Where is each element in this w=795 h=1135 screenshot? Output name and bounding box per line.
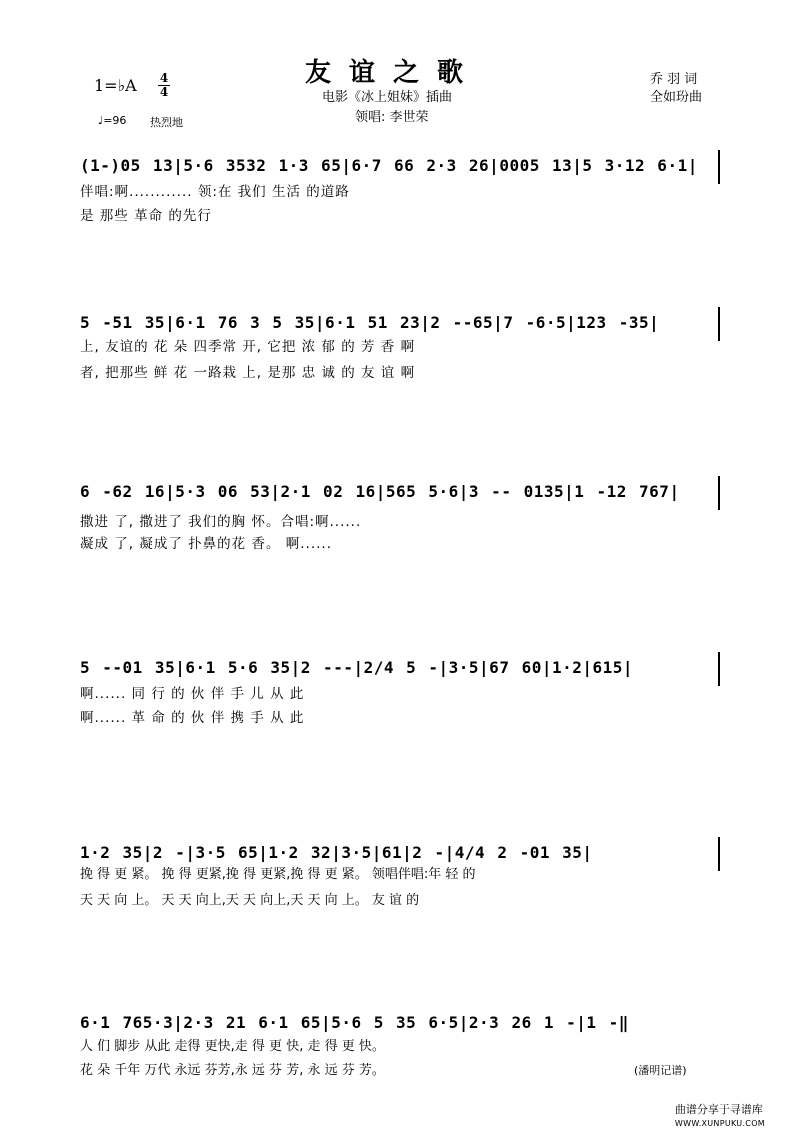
tempo-marking: ♩=96	[98, 114, 127, 127]
lyric-verse-1: 挽 得 更 紧。 挽 得 更紧,挽 得 更紧,挽 得 更 紧。 领唱伴唱:年 轻 的	[80, 867, 476, 882]
lead-singer: 领唱: 李世荣	[355, 110, 429, 125]
lyric-verse-2: 天 天 向 上。 天 天 向上,天 天 向上,天 天 向 上。 友 谊 的	[80, 893, 420, 908]
score-system-4	[80, 650, 720, 726]
score-system-2	[80, 305, 720, 381]
composer-credit: 全如玢曲	[650, 90, 703, 105]
notation-line: 6·1 765·3|2·3 21 6·1 65|5·6 5 35 6·5|2·3 26 1 -|1 -‖	[80, 1013, 629, 1032]
barline	[718, 652, 720, 686]
score-system-3	[80, 474, 720, 552]
song-subtitle: 电影《冰上姐妹》插曲	[322, 90, 453, 105]
barline	[718, 307, 720, 341]
time-sig-bottom: 4	[159, 85, 169, 99]
score-system-1	[80, 148, 720, 224]
lyric-verse-1: 上, 友谊的 花 朵 四季常 开, 它把 浓 郁 的 芳 香 啊	[80, 339, 416, 355]
notation-line: 6 -62 16|5·3 06 53|2·1 02 16|565 5·6|3 -- 0135|1 -12 767|	[80, 482, 680, 501]
lyric-verse-2: 啊...... 革 命 的 伙 伴 携 手 从 此	[80, 710, 305, 726]
site-name: 曲谱分享于寻谱库	[674, 1103, 763, 1116]
song-title: 友谊之歌	[305, 58, 482, 88]
barline	[718, 476, 720, 510]
notation-line: 1·2 35|2 -|3·5 65|1·2 32|3·5|61|2 -|4/4 2 -01 35|	[80, 843, 593, 862]
notation-line: 5 --01 35|6·1 5·6 35|2 ---|2/4 5 -|3·5|67 60|1·2|615|	[80, 658, 634, 677]
lyric-verse-1: 撒进 了, 撒进了 我们的胸 怀。合唱:啊......	[80, 514, 362, 530]
notation-line: 5 -51 35|6·1 76 3 5 35|6·1 51 23|2 --65|7 -6·5|123 -35|	[80, 313, 660, 332]
key-signature: 1=♭A	[94, 76, 137, 95]
style-marking: 热烈地	[150, 116, 183, 129]
lyric-verse-1: 伴唱:啊............ 领:在 我们 生活 的道路	[80, 184, 350, 200]
time-signature	[158, 72, 170, 99]
lyric-verse-2: 花 朵 千年 万代 永远 芬芳,永 远 芬 芳, 永 远 芬 芳。	[80, 1063, 385, 1078]
score-system-5	[80, 835, 720, 908]
site-watermark	[675, 1103, 765, 1131]
transcriber-credit: (潘明记谱)	[634, 1064, 687, 1077]
lyric-verse-1: 人 们 脚步 从此 走得 更快,走 得 更 快, 走 得 更 快。	[80, 1039, 385, 1054]
time-sig-top: 4	[159, 71, 169, 85]
barline	[718, 837, 720, 871]
lyric-verse-1: 啊...... 同 行 的 伙 伴 手 儿 从 此	[80, 686, 305, 702]
lyric-verse-2: 是 那些 革命 的先行	[80, 208, 212, 224]
notation-line: (1-)05 13|5·6 3532 1·3 65|6·7 66 2·3 26|0005 13|5 3·12 6·1|	[80, 156, 698, 175]
lyric-verse-2: 者, 把那些 鲜 花 一路栽 上, 是那 忠 诚 的 友 谊 啊	[80, 365, 416, 381]
barline	[718, 150, 720, 184]
lyric-verse-2: 凝成 了, 凝成了 扑鼻的花 香。 啊......	[80, 536, 332, 552]
lyricist-credit: 乔 羽 词	[650, 72, 698, 87]
site-url: WWW.XUNPUKU.COM	[674, 1119, 765, 1128]
